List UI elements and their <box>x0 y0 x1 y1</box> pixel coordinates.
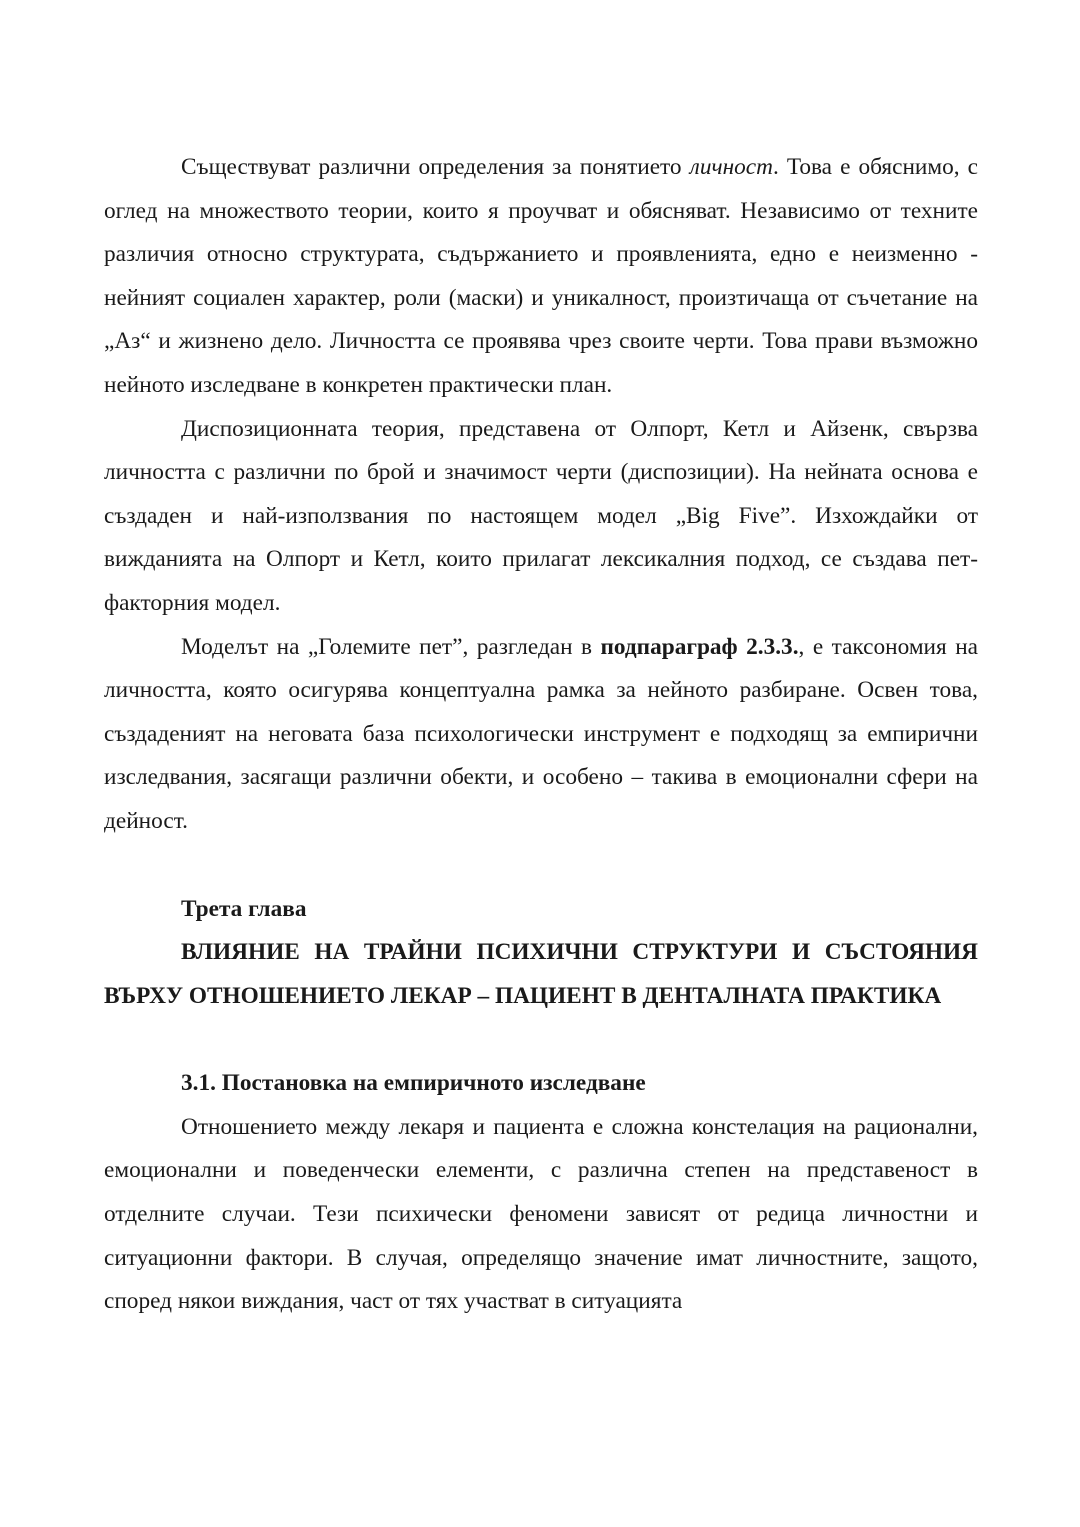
paragraph-text: Моделът на „Големите пет”, разгледан в <box>181 633 601 660</box>
chapter-title: ВЛИЯНИЕ НА ТРАЙНИ ПСИХИЧНИ СТРУКТУРИ И СЪСТОЯНИЯ ВЪРХУ ОТНОШЕНИЕТО ЛЕКАР – ПАЦИЕНТ В ДЕНТАЛНАТА ПРАКТИКА <box>104 939 978 1009</box>
paragraph-dispositional-theory: Диспозиционната теория, представена от Олпорт, Кетл и Айзенк, свързва личността с различни по брой и значимост черти (диспозиции). На нейната основа е създаден и най-използвания по настоящем модел „Big Five”. Изхождайки от вижданията на Олпорт и Кетл, които прилагат лексикалния подход, се създава пет-факторния модел. <box>104 415 978 616</box>
spacer <box>104 844 978 888</box>
paragraph-text: . Това е обяснимо, с оглед на множеството теории, които я проучват и обясняват. Независимо от техните различия относно структурата, съдържанието и проявленията, едно е неизменно - нейният социален характер, роли (маски) и уникалност, произтичаща от съчетание на „Аз“ и жизнено дело. Личността се проявява чрез своите черти. Това прави възможно нейното изследване в конкретен практически план. <box>104 154 979 398</box>
italic-term: личност <box>689 154 773 180</box>
paragraph-text: , е таксономия на личността, която осигурява концептуална рамка за нейното разбиране. Освен това, създаденият на неговата база психологически инструмент е подходящ за емпирични изследвания, засягащи различни обекти, и особено – такива в емоционални сфери на дейност. <box>104 633 978 834</box>
spacer <box>104 1018 978 1062</box>
paragraph-doctor-patient-relation: Отношението между лекаря и пациента е сложна констелация на рационални, емоционални и поведенчески елементи, с различна степен на представеност в отделните случаи. Тези психически феномени зависят от редица личностни и ситуационни фактори. В случая, определящо значение имат личностните, защото, според някои виждания, част от тях участват в ситуацията <box>104 1113 978 1315</box>
document-page <box>104 146 978 1324</box>
bold-reference: подпараграф 2.3.3. <box>600 633 799 660</box>
paragraph-text: Съществуват различни определения за понятието <box>181 154 690 180</box>
section-title: 3.1. Постановка на емпиричното изследване <box>181 1070 646 1097</box>
paragraph-big-five-model <box>104 626 978 844</box>
chapter-label: Трета глава <box>181 895 307 922</box>
paragraph-personality-definitions <box>104 146 978 408</box>
